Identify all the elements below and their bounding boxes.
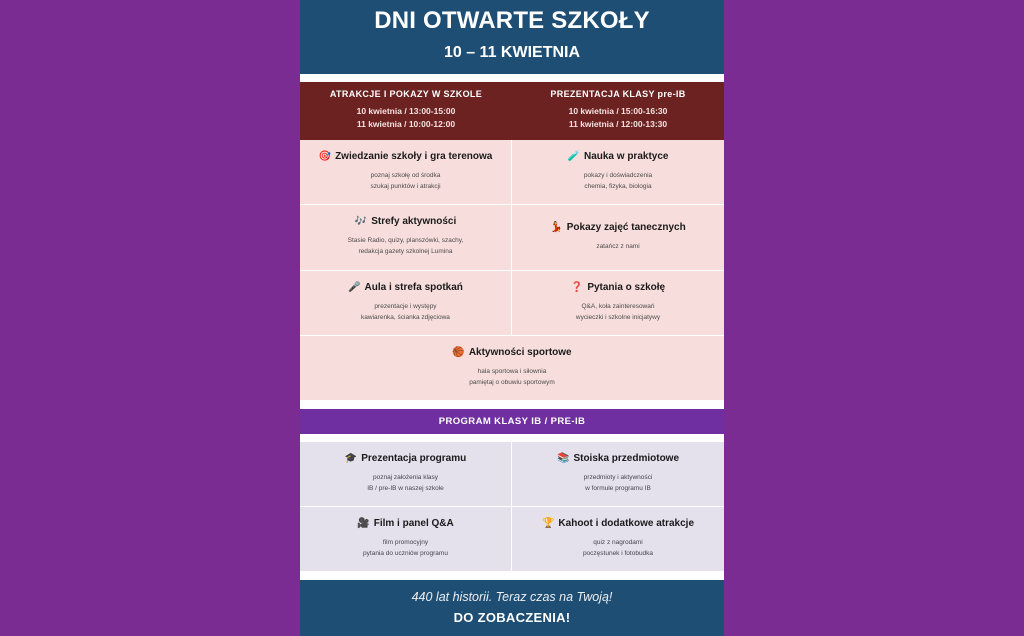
info-card-description-line: pokazy i doświadczenia (583, 172, 653, 180)
info-card-description (522, 301, 714, 323)
info-card-title-text: Aula i strefa spotkań (364, 281, 463, 293)
info-card-description-line: prezentacje i występy (374, 302, 437, 310)
info-card-title (310, 151, 501, 163)
info-card-description (522, 537, 714, 559)
trophy-icon: 🏆 (541, 517, 555, 529)
info-card-title (522, 518, 714, 530)
info-card-title-text: Strefy aktywności (371, 216, 457, 228)
info-card-description-line: film promocyjny (382, 538, 429, 546)
info-card-title-text: Nauka w praktyce (583, 151, 669, 163)
info-card-description-line: poczęstunek i fotobudka (582, 549, 654, 557)
info-card-title (310, 347, 714, 359)
info-card (512, 442, 724, 507)
basketball-icon: 🏀 (452, 346, 465, 358)
info-card-description (310, 472, 501, 494)
footer-tagline: 440 lat historii. Teraz czas na Twoją! (411, 589, 613, 604)
infobar-column-title: ATRAKCJE I POKAZY W SZKOLE (329, 89, 483, 99)
info-card-description (310, 301, 501, 323)
info-card-description-line: chemia, fizyka, biologia (584, 183, 652, 191)
info-card-description (310, 170, 501, 192)
info-card-title (522, 282, 714, 294)
spacer-above-footer (300, 572, 724, 580)
spacer-below-program-band (300, 434, 724, 442)
info-card (300, 205, 512, 270)
info-card (300, 507, 512, 572)
info-card-title (522, 222, 714, 234)
infobar-column (300, 89, 512, 131)
spacer-above-infobar (300, 74, 724, 82)
info-card-description (522, 170, 714, 192)
info-card-description-line: IB / pre-IB w naszej szkole (367, 484, 444, 492)
page-title: DNI OTWARTE SZKOŁY (374, 7, 650, 34)
infobar-column (512, 89, 724, 131)
infobar-column-title: PREZENTACJA KLASY pre-IB (550, 89, 686, 99)
graduation-cap-icon: 🎓 (344, 452, 358, 464)
info-card-title-text: Stoiska przedmiotowe (573, 452, 680, 464)
music-notes-icon: 🎶 (354, 216, 368, 228)
info-card-title-text: Zwiedzanie szkoły i gra terenowa (335, 151, 493, 163)
info-card (300, 442, 512, 507)
info-card-description-line: pytania do uczniów programu (363, 549, 448, 557)
info-card-description-line: przedmioty i aktywności (583, 473, 653, 481)
info-card-title (310, 282, 501, 294)
info-card (512, 140, 724, 205)
program-band: PROGRAM KLASY IB / PRE-IB (300, 409, 724, 434)
info-card (300, 336, 724, 401)
footer-cta: DO ZOBACZENIA! (453, 610, 571, 626)
info-card-title (310, 216, 501, 228)
infobar-schedule-line: 10 kwietnia / 13:00-15:00 (356, 106, 456, 116)
info-card-title (310, 518, 501, 530)
info-card-description-line: w formule programu IB (585, 484, 651, 492)
microphone-icon: 🎤 (348, 281, 361, 293)
info-card-description (522, 472, 714, 494)
info-card-description-line: kawiarenka, ścianka zdjęciowa (361, 313, 450, 321)
program-grid (300, 442, 724, 572)
info-card (512, 271, 724, 336)
info-card (300, 140, 512, 205)
info-card-description-line: poznaj założenia klasy (372, 473, 439, 481)
movie-camera-icon: 🎥 (357, 517, 370, 529)
info-card-description-line: wycieczki i szkolne inicjatywy (575, 313, 661, 321)
info-card-description-line: redakcja gazety szkolnej Lumina (358, 248, 453, 256)
books-icon: 📚 (556, 452, 570, 464)
info-card-description-line: quiz z nagrodami (593, 538, 643, 546)
info-card-description (522, 241, 714, 252)
info-card (300, 271, 512, 336)
info-card-title-text: Film i panel Q&A (373, 517, 454, 529)
poster-header (300, 0, 724, 74)
info-card-title-text: Kahoot i dodatkowe atrakcje (558, 517, 695, 529)
info-card (512, 205, 724, 270)
schedule-infobar (300, 82, 724, 140)
target-icon: 🎯 (318, 151, 332, 163)
test-tube-icon: 🧪 (567, 151, 580, 163)
info-card-description-line: Stasie Radio, quizy, planszówki, szachy, (347, 237, 464, 245)
info-card-description (310, 235, 501, 257)
attractions-grid (300, 140, 724, 400)
dancer-icon: 💃 (550, 221, 563, 233)
info-card-title (522, 453, 714, 465)
spacer-above-program-band (300, 401, 724, 409)
question-mark-icon: ❓ (570, 281, 584, 293)
info-card-description-line: zatańcz z nami (596, 242, 640, 250)
info-card-description-line: szukaj punktów i atrakcji (370, 183, 441, 191)
info-card-description (310, 537, 501, 559)
poster-footer (300, 580, 724, 636)
info-card-title-text: Pokazy zajęć tanecznych (566, 221, 686, 233)
info-card (512, 507, 724, 572)
info-card-description-line: pamiętaj o obuwiu sportowym (469, 378, 555, 386)
infobar-schedule-line: 11 kwietnia / 12:00-13:30 (568, 119, 668, 130)
info-card-description (310, 366, 714, 388)
page-subtitle: 10 – 11 KWIETNIA (443, 44, 581, 61)
infobar-schedule-line: 10 kwietnia / 15:00-16:30 (568, 106, 668, 116)
info-card-title (310, 453, 501, 465)
info-card-title-text: Pytania o szkołę (587, 281, 666, 293)
info-card-description-line: poznaj szkołę od środka (370, 172, 441, 180)
info-card-title (522, 151, 714, 163)
info-card-description-line: Q&A, koła zainteresowań (581, 302, 655, 310)
infobar-schedule-line: 11 kwietnia / 10:00-12:00 (356, 119, 456, 130)
info-card-description-line: hala sportowa i siłownia (477, 367, 547, 375)
poster (300, 0, 724, 626)
info-card-title-text: Prezentacja programu (361, 452, 467, 464)
info-card-title-text: Aktywności sportowe (468, 346, 572, 358)
